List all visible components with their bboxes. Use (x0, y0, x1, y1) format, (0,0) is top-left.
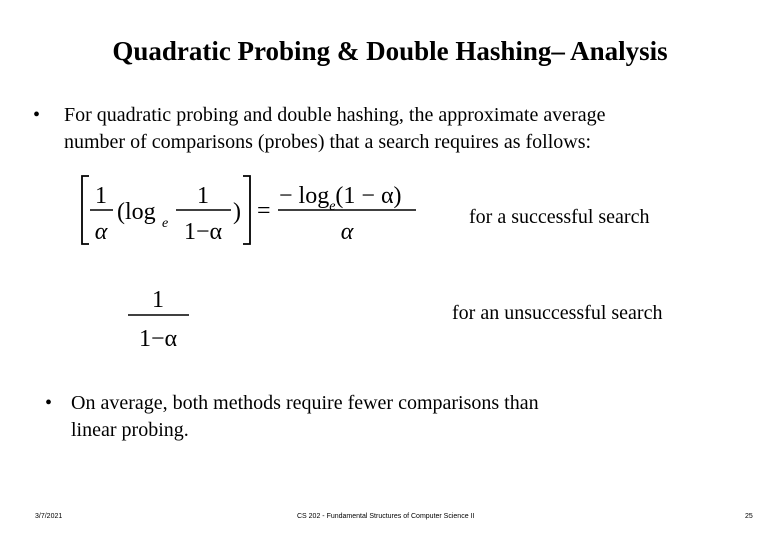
slide-title: Quadratic Probing & Double Hashing– Analysis (112, 36, 668, 66)
inner-fraction-denominator: 1−α (183, 219, 223, 245)
successful-search-caption: for a successful search (469, 206, 650, 228)
left-bracket (82, 176, 89, 244)
bullet-conclusion-line-2: linear probing. (71, 419, 189, 441)
right-fraction-numerator: − $\log_e(1 - \alpha)$ (279, 183, 402, 214)
footer-course: CS 202 - Fundamental Structures of Computer Science II (297, 513, 475, 520)
right-fraction-denominator: α (340, 219, 354, 245)
outer-fraction-numerator: 1 (95, 183, 107, 209)
unsuccessful-denominator: 1−α (138, 326, 178, 352)
unsuccessful-search-formula (122, 282, 194, 356)
bullet-intro-line-1: For quadratic probing and double hashing, the approximate average (64, 104, 606, 126)
bullet-conclusion (45, 390, 539, 444)
bullet-intro-line-2: number of comparisons (probes) that a search requires as follows: (64, 131, 592, 153)
close-paren: ) (233, 199, 241, 225)
footer-page-number: 25 (745, 513, 753, 520)
successful-search-formula (78, 172, 423, 250)
unsuccessful-search-caption: for an unsuccessful search (452, 302, 663, 324)
footer-date: 3/7/2021 (35, 513, 63, 520)
equals-sign: = (257, 198, 271, 224)
outer-fraction-denominator: α (94, 219, 108, 245)
bullet-dot: • (45, 392, 53, 414)
bullet-dot: • (33, 104, 41, 126)
bullet-conclusion-line-1: On average, both methods require fewer comparisons than (71, 392, 539, 414)
right-bracket (243, 176, 250, 244)
inner-fraction-numerator: 1 (197, 183, 209, 209)
bullet-intro (33, 102, 606, 156)
unsuccessful-numerator: 1 (152, 287, 164, 313)
log-expression: (log (117, 199, 156, 225)
log-subscript: e (162, 216, 169, 231)
